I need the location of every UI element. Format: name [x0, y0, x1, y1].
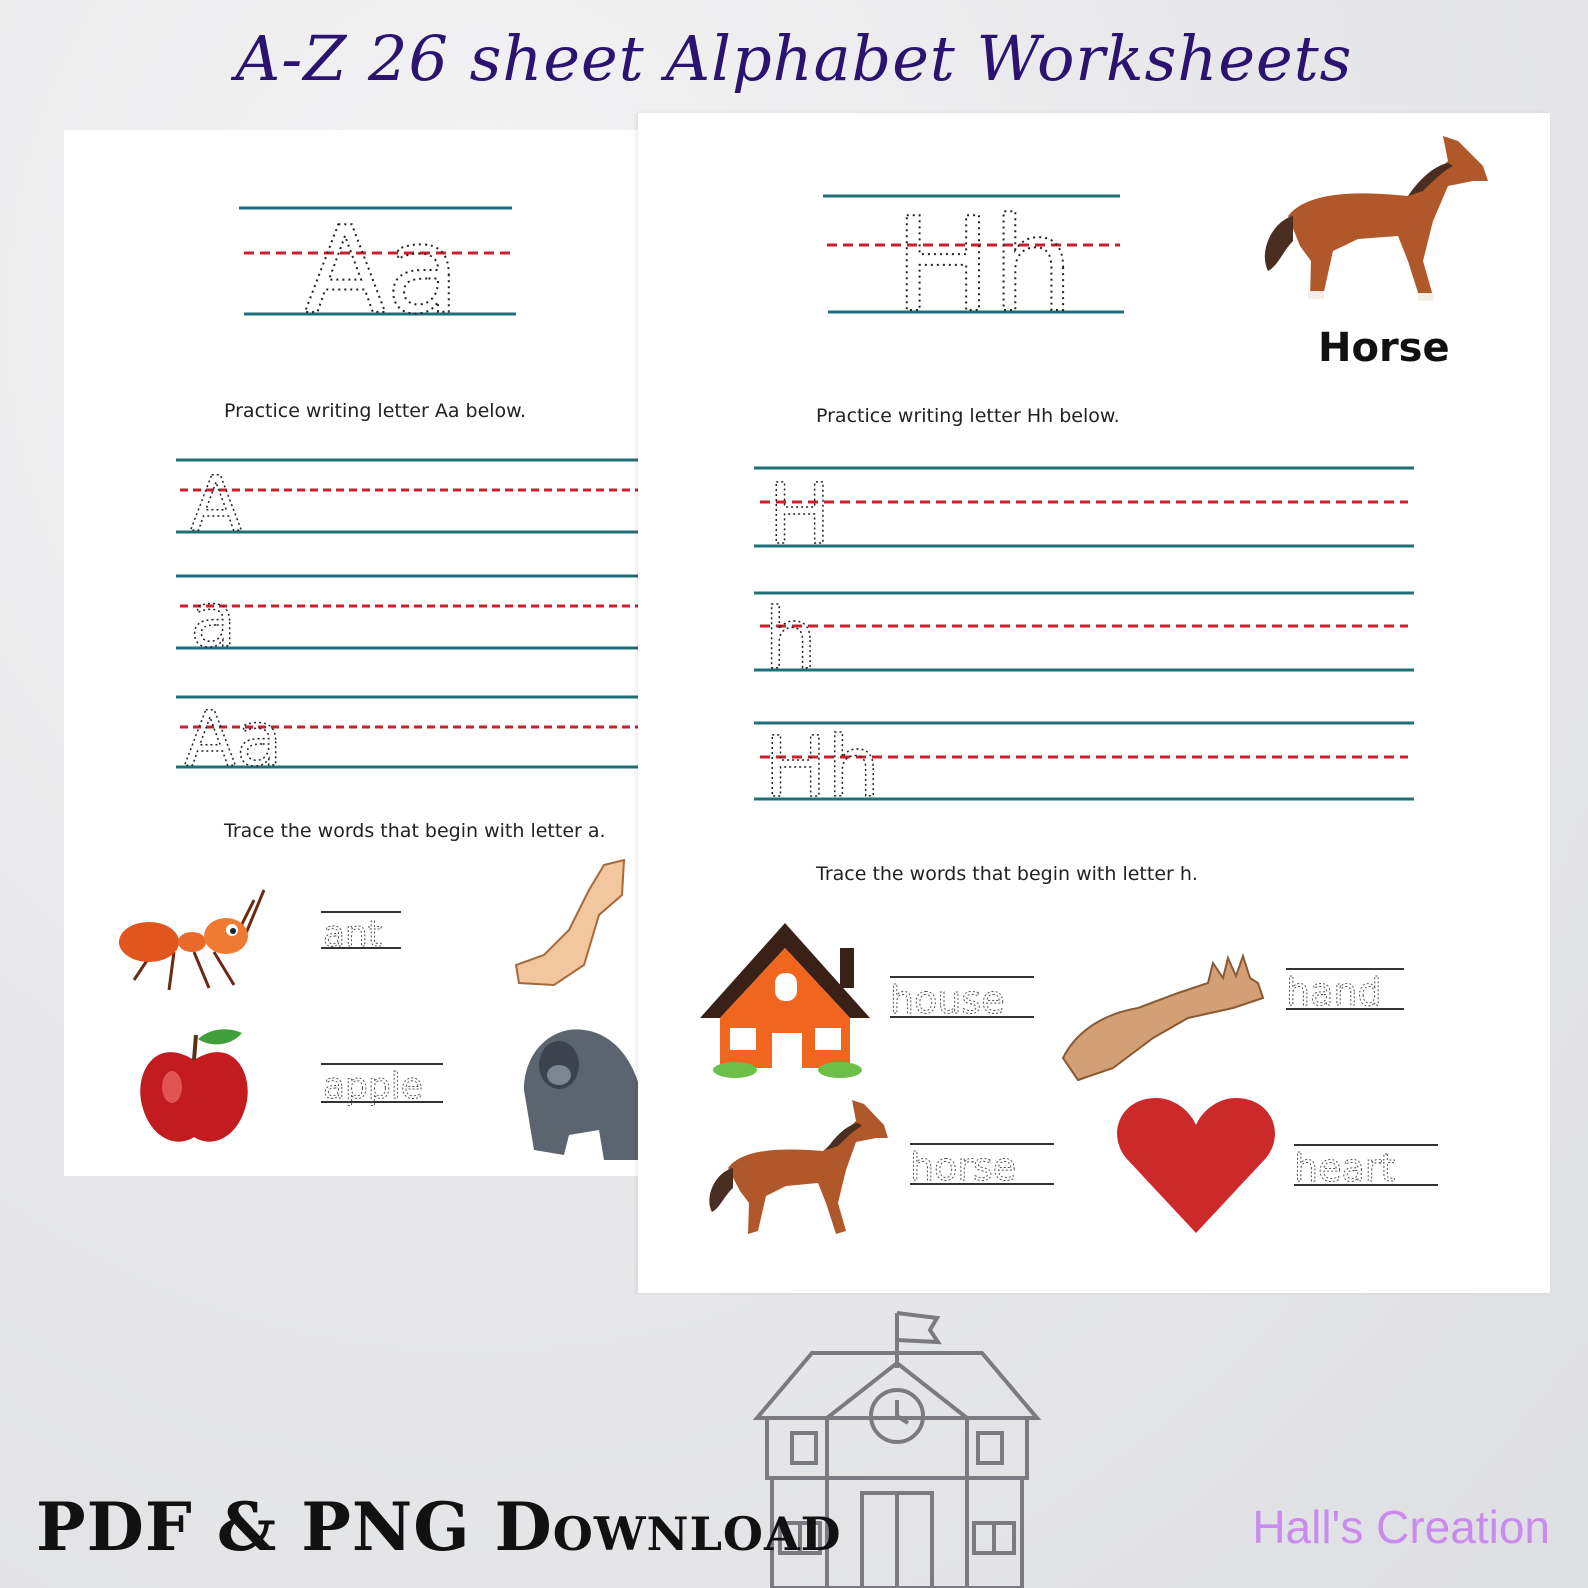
ant-icon	[114, 880, 274, 1000]
trace-letter: Aa	[184, 694, 283, 775]
trace-letter: a	[190, 575, 237, 664]
hand-icon	[1058, 938, 1268, 1088]
trace-word-heart[interactable]	[1292, 1141, 1442, 1191]
practice-row[interactable]	[176, 575, 638, 664]
trace-instruction: Trace the words that begin with letter a.	[224, 820, 606, 842]
brand-name: Hall's Creation	[1252, 1501, 1550, 1553]
practice-lines-a	[176, 455, 646, 775]
trace-letter: h	[764, 590, 818, 688]
page-title: A-Z 26 sheet Alphabet Worksheets	[235, 22, 1353, 95]
practice-instruction: Practice writing letter Hh below.	[816, 405, 1120, 427]
practice-row[interactable]	[176, 694, 638, 775]
svg-text:apple: apple	[323, 1066, 423, 1107]
trace-word-hand[interactable]	[1284, 965, 1410, 1015]
trace-letter: Hh	[764, 718, 881, 813]
practice-instruction: Practice writing letter Aa below.	[224, 400, 527, 422]
header-letters: Aa	[304, 202, 460, 320]
practice-row[interactable]	[176, 459, 638, 548]
heart-icon	[1116, 1093, 1276, 1238]
apple-icon	[134, 1025, 254, 1155]
svg-text:house: house	[890, 978, 1005, 1022]
featured-word-label: Horse	[1318, 325, 1450, 371]
svg-text:heart: heart	[1294, 1146, 1396, 1190]
practice-row[interactable]	[754, 590, 1414, 688]
horse-icon	[1248, 121, 1498, 316]
trace-instruction: Trace the words that begin with letter h.	[816, 863, 1198, 885]
svg-text:ant: ant	[323, 914, 382, 954]
header-letter-lines-h	[818, 188, 1128, 318]
practice-lines-h	[754, 463, 1418, 813]
trace-word-apple[interactable]	[319, 1060, 449, 1110]
trace-word-house[interactable]	[888, 973, 1038, 1023]
trace-letter: H	[768, 465, 832, 563]
trace-word-horse[interactable]	[908, 1140, 1058, 1190]
svg-text:horse: horse	[910, 1145, 1017, 1189]
header-letters: Hh	[894, 189, 1075, 318]
header-letter-lines-a	[234, 200, 524, 320]
trace-word-ant[interactable]	[319, 908, 409, 954]
gorilla-icon	[514, 1020, 640, 1160]
worksheet-letter-h	[638, 113, 1550, 1293]
download-format-label: PDF & PNG Download	[36, 1488, 842, 1566]
house-icon	[700, 918, 878, 1080]
svg-text:hand: hand	[1286, 970, 1382, 1014]
trace-letter: A	[190, 459, 242, 548]
practice-row[interactable]	[754, 465, 1414, 563]
worksheet-letter-a	[64, 130, 640, 1176]
arm-icon	[504, 855, 634, 995]
practice-row[interactable]	[754, 718, 1414, 813]
horse-icon	[698, 1088, 898, 1248]
